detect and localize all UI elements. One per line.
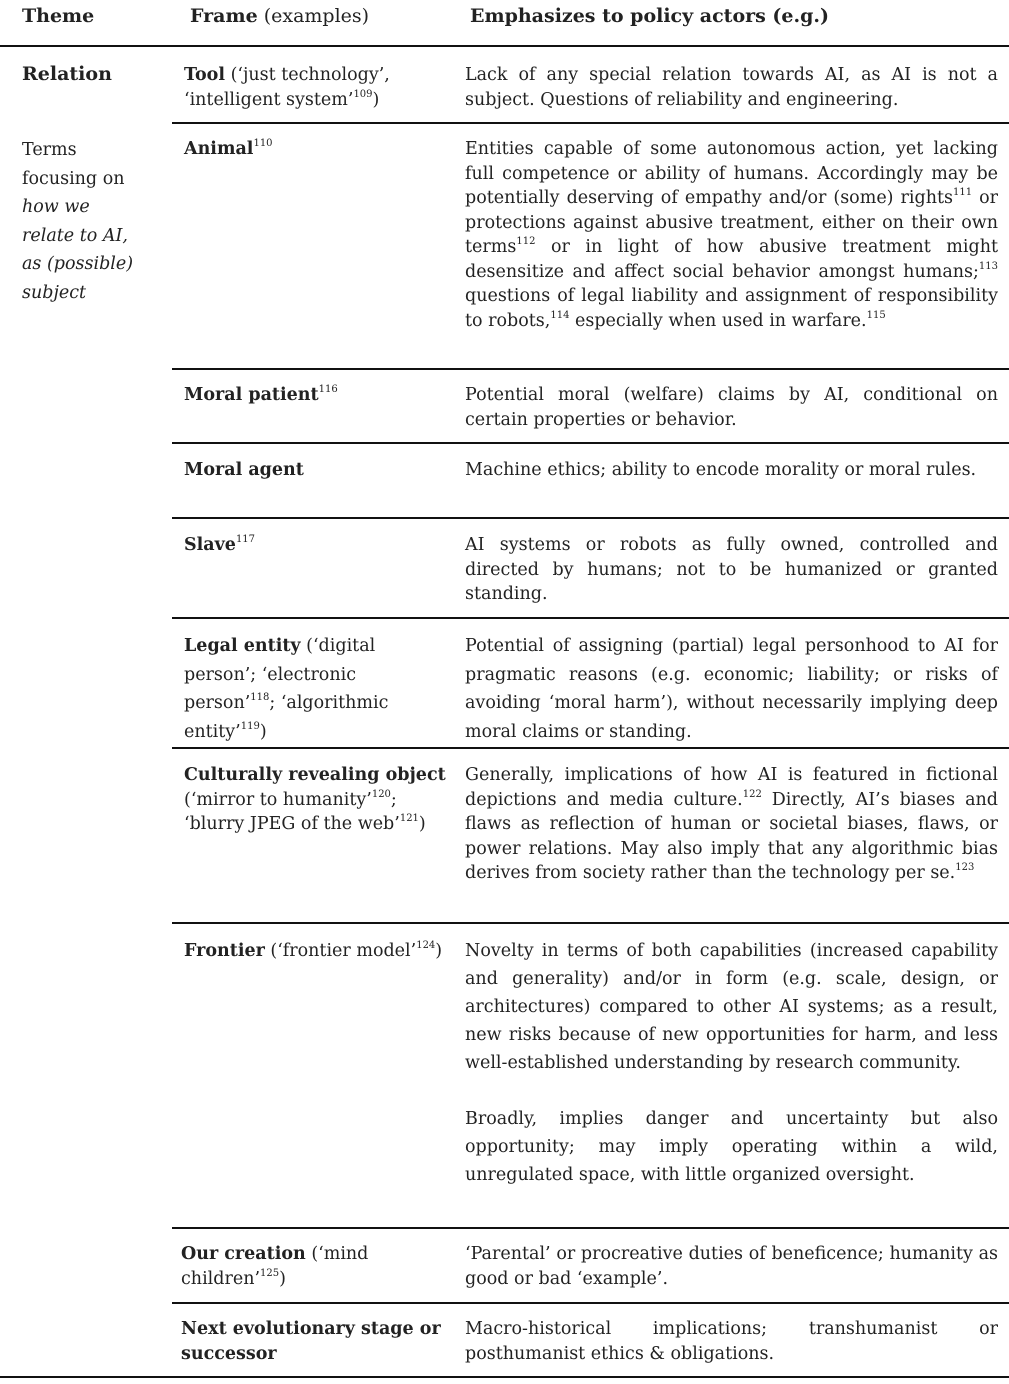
text-run: ; ‘algorithmic entity’	[184, 693, 389, 742]
emphasis-cell	[465, 937, 998, 1189]
text-run: (‘frontier model’	[264, 941, 417, 961]
text-run: Potential of assigning (partial) legal personhood to AI for pragmatic reasons (e.g. economic; liability; or risks of avoiding ‘moral harm’), without necessarily implying deep moral claims or standing.	[465, 636, 998, 742]
row-divider	[172, 368, 1009, 370]
row-divider	[172, 442, 1009, 444]
footnote-ref: 115	[866, 309, 886, 321]
theme-title: Relation	[22, 63, 112, 85]
text-run: )	[435, 941, 443, 961]
frame-term: Slave	[184, 535, 236, 555]
text-run: Entities capable of some autonomous action, yet lacking full competence or ability of humans. Accordingly may be potentially deserving of empathy and/or (some) rights	[465, 139, 998, 208]
emphasis-paragraph	[465, 63, 998, 112]
header-frame-rest: (examples)	[257, 5, 370, 27]
text-run: )	[279, 1268, 286, 1289]
text-run: Machine ethics; ability to encode morality or moral rules.	[465, 460, 977, 480]
footnote-ref: 116	[318, 384, 338, 395]
emphasis-paragraph	[465, 937, 998, 1077]
emphasis-paragraph	[465, 533, 998, 607]
frame-cell	[184, 533, 444, 558]
frame-cell	[184, 763, 446, 837]
footnote-ref: 125	[260, 1267, 280, 1279]
footnote-ref: 109	[353, 88, 373, 100]
text-run: Novelty in terms of both capabilities (increased capability and generality) and/or in form (e.g. scale, design, or architectures) compared to other AI systems; as a result, new risks because of new opportunities for harm, and less well-established understanding by research community.	[465, 941, 998, 1073]
frame-cell	[184, 383, 444, 408]
text-run: (‘mind children’	[181, 1244, 369, 1289]
emphasis-cell	[465, 1317, 998, 1366]
frame-term: Our creation	[181, 1244, 306, 1264]
footnote-ref: 113	[978, 260, 998, 272]
emphasis-cell	[465, 63, 998, 112]
frame-term: Moral patient	[184, 385, 319, 405]
text-run: Directly, AI’s biases and flaws as reflection of human or societal biases, flaws, or power relations. May also imply that any algorithmic bias derives from society rather than the technology per se.	[465, 789, 998, 883]
text-run: Generally, implications of how AI is featured in fictional depictions and media culture.	[465, 765, 998, 810]
row-divider	[172, 517, 1009, 519]
emphasis-paragraph	[465, 383, 998, 432]
footnote-ref: 110	[253, 138, 273, 149]
frame-cell	[184, 937, 444, 965]
footnote-ref: 118	[250, 692, 270, 703]
frame-cell	[181, 1317, 456, 1366]
text-run: AI systems or robots as fully owned, controlled and directed by humans; not to be humanized or granted standing.	[465, 535, 998, 604]
text-run: or protections against abusive treatment, either on their own terms	[465, 188, 999, 257]
text-run: ; ‘blurry JPEG of the web’	[184, 789, 400, 834]
emphasis-cell	[465, 458, 998, 483]
text-run: Macro-historical implications; transhumanist or posthumanist ethics & obligations.	[465, 1319, 998, 1364]
emphasis-paragraph	[465, 1317, 998, 1366]
frame-term: Next evolutionary stage or successor	[181, 1319, 441, 1364]
emphasis-cell	[465, 1242, 998, 1291]
theme-description-italic: how we relate to AI, as (possible) subject	[22, 197, 134, 303]
text-run: Broadly, implies danger and uncertainty but also opportunity; may imply operating within a wild, unregulated space, with little organized oversight.	[465, 1109, 998, 1185]
row-divider	[172, 1302, 1009, 1304]
theme-description	[22, 136, 147, 307]
header-emphasizes: Emphasizes to policy actors (e.g.)	[470, 5, 830, 27]
emphasis-paragraph	[465, 1105, 998, 1189]
text-run: especially when used in warfare.	[569, 310, 867, 331]
emphasis-paragraph	[465, 137, 998, 333]
frame-term: Tool	[184, 65, 226, 85]
footnote-ref: 119	[240, 720, 260, 732]
frame-term: Moral agent	[184, 460, 304, 480]
text-run: Potential moral (welfare) claims by AI, conditional on certain properties or behavior.	[465, 385, 998, 430]
header-frame	[190, 5, 369, 27]
emphasis-paragraph	[465, 763, 998, 886]
emphasis-paragraph	[465, 1242, 998, 1291]
header-frame-bold: Frame	[190, 5, 258, 27]
row-divider	[172, 922, 1009, 924]
footnote-ref: 123	[955, 862, 975, 873]
emphasis-cell	[465, 383, 998, 432]
frame-term: Animal	[184, 139, 254, 159]
emphasis-cell	[465, 533, 998, 607]
frame-term: Legal entity	[184, 636, 301, 656]
row-divider	[172, 747, 1009, 749]
text-run: )	[259, 721, 267, 742]
frame-cell	[184, 632, 442, 746]
emphasis-cell	[465, 763, 998, 886]
text-run: )	[372, 89, 380, 110]
text-run: or in light of how abusive treatment might desensitize and affect social behavior amongst humans;	[465, 237, 998, 282]
theme-description-plain: Terms focusing on	[22, 140, 125, 189]
frame-term: Culturally revealing object	[184, 765, 446, 785]
text-run: )	[418, 814, 426, 834]
frame-cell	[181, 1242, 441, 1291]
text-run: (‘digital person’; ‘electronic person’	[184, 636, 376, 713]
table-bottom-rule	[0, 1376, 1009, 1378]
text-run: (‘mirror to humanity’	[184, 789, 372, 810]
footnote-ref: 117	[235, 534, 256, 545]
footnote-ref: 111	[952, 187, 973, 198]
text-run: questions of legal liability and assignment of responsibility to robots,	[465, 286, 998, 331]
text-run: Lack of any special relation towards AI, as AI is not a subject. Questions of reliability and engineering.	[465, 65, 998, 110]
frame-cell	[184, 137, 444, 162]
footnote-ref: 124	[416, 940, 436, 951]
text-run: ‘Parental’ or procreative duties of beneficence; humanity as good or bad ‘example’.	[465, 1244, 998, 1289]
emphasis-cell	[465, 632, 998, 746]
footnote-ref: 112	[516, 236, 536, 247]
emphasis-paragraph	[465, 458, 998, 483]
row-divider	[172, 1227, 1009, 1229]
header-theme: Theme	[22, 5, 95, 27]
footnote-ref: 121	[399, 813, 419, 824]
footnote-ref: 120	[371, 788, 391, 800]
text-run: (‘just technology’, ‘intelligent system’	[184, 65, 390, 110]
frame-cell	[184, 63, 444, 112]
frame-cell	[184, 458, 444, 483]
row-divider	[172, 122, 1009, 124]
frame-term: Frontier	[184, 941, 265, 961]
footnote-ref: 122	[742, 788, 762, 800]
emphasis-paragraph	[465, 632, 998, 746]
row-divider	[172, 617, 1009, 619]
header-rule	[0, 45, 1009, 47]
emphasis-cell	[465, 137, 998, 333]
footnote-ref: 114	[550, 309, 570, 321]
